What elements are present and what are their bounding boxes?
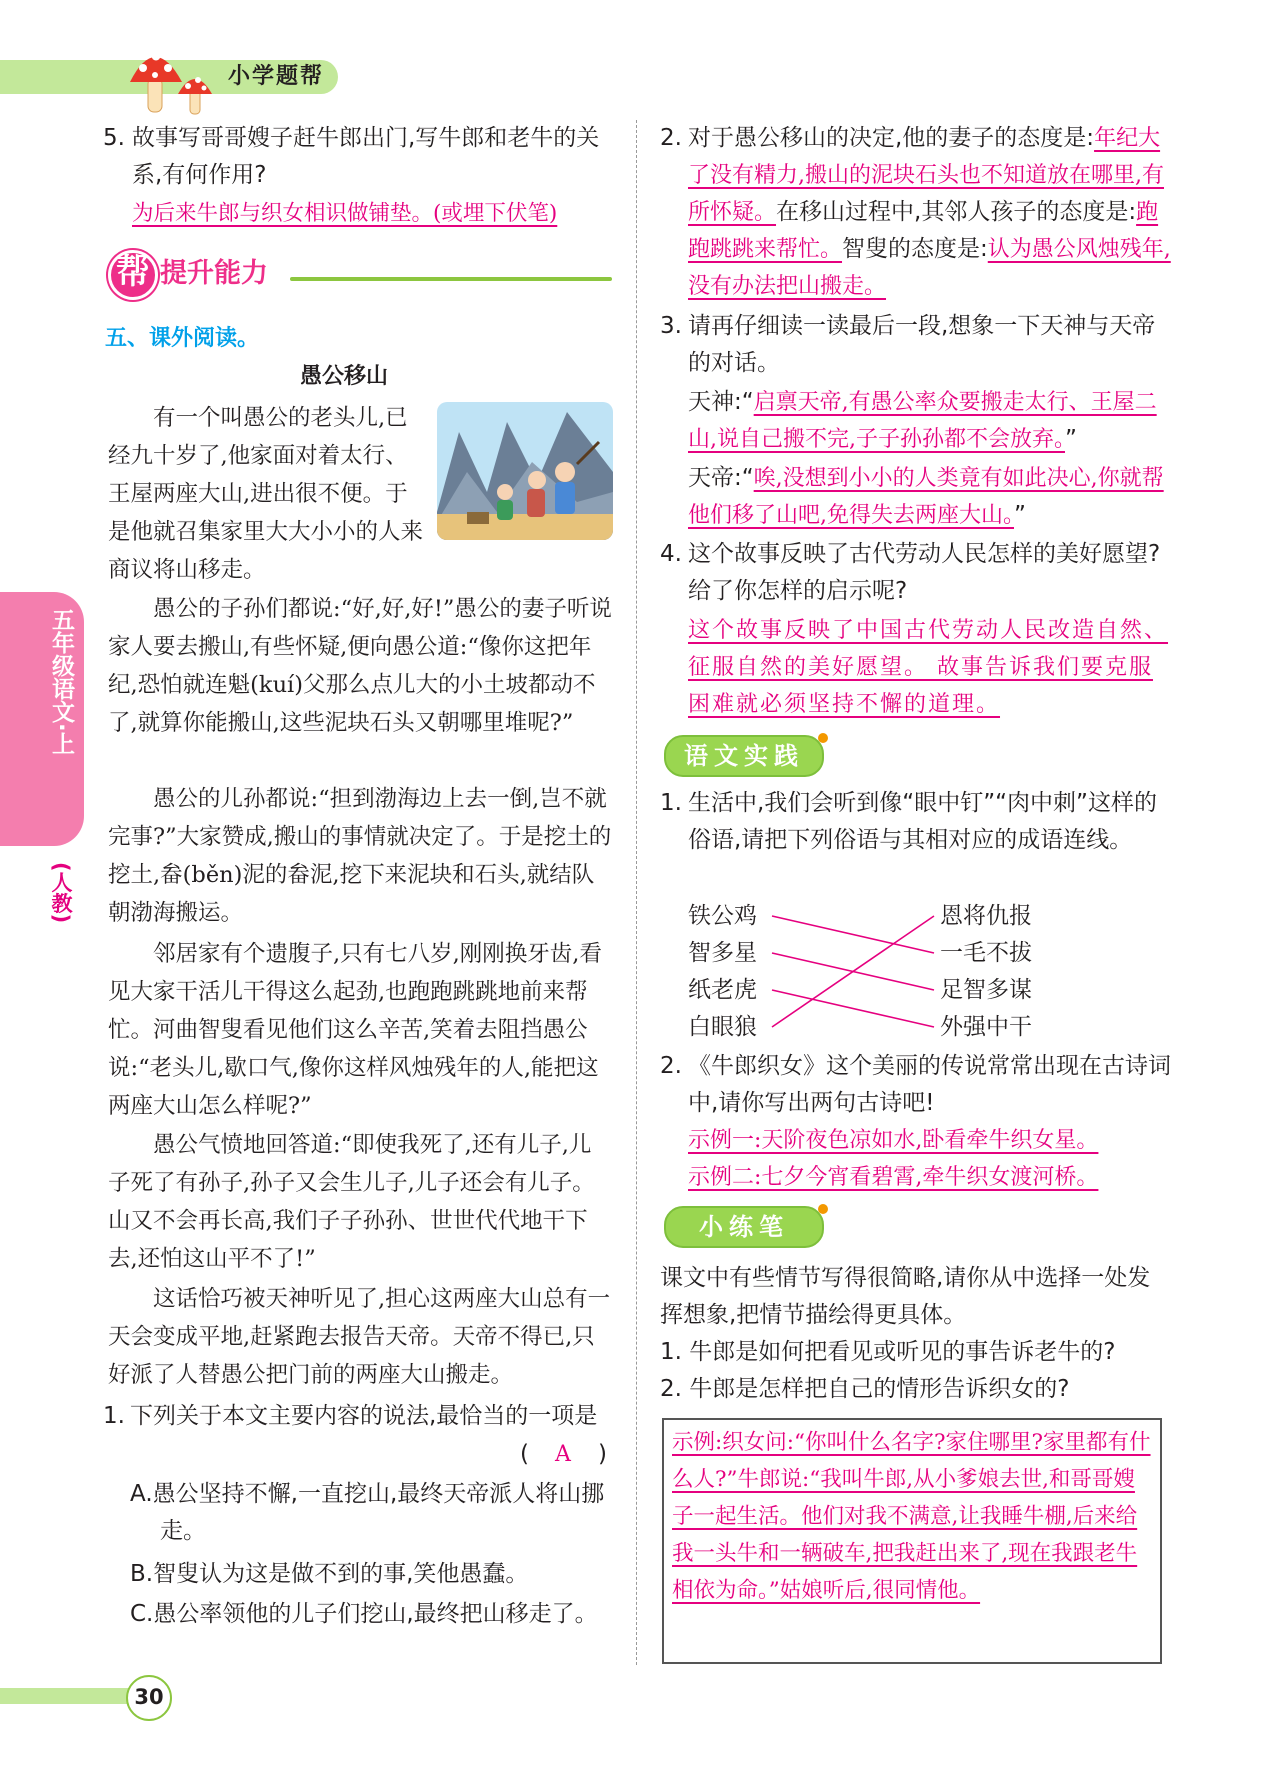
practice-2-text: 《牛郎织女》这个美丽的传说常常出现在古诗词中,请你写出两句古诗吧! bbox=[688, 1053, 1171, 1116]
brand-label: 小学题帮 bbox=[228, 64, 325, 89]
writing-answer: 示例:织女问:“你叫什么名字?家住哪里?家里都有什么人?”牛郎说:“我叫牛郎,从小爹娘去世,和哥哥嫂子一起生活。他们对我不满意,让我睡牛棚,后来给我一头牛和一辆破车,把我赶出来了,现在我跟老牛相依为命。”姑娘听后,很同情他。 bbox=[672, 1430, 1151, 1603]
matching-lines bbox=[770, 900, 940, 1050]
saying-3: 纸老虎 bbox=[688, 977, 757, 1003]
question-3-god-label: 天神: bbox=[688, 389, 742, 415]
question-3-emperor-line bbox=[688, 460, 1172, 534]
question-1-answer: A bbox=[555, 1442, 571, 1467]
question-2-wife-answer: 年纪大了没有精力,搬山的泥块石头也不知道放在哪里,有所怀疑。 bbox=[688, 126, 1164, 225]
story-paragraph-4: 邻居家有个遗腹子,只有七八岁,刚刚换牙齿,看见大家干活儿干得这么起劲,也跑跑跳跳地前来帮忙。河曲智叟看见他们这么辛苦,笑着去阻挡愚公说:“老头儿,歇口气,像你这样风烛残年的人,能把这两座大山怎么样呢?” bbox=[108, 941, 602, 1119]
match-line-1 bbox=[772, 916, 934, 953]
question-2-block bbox=[688, 120, 1172, 305]
writing-item-2: 2. 牛郎是怎样把自己的情形告诉织女的? bbox=[660, 1376, 1070, 1402]
column-divider bbox=[636, 120, 637, 1665]
question-2-wife-prompt: 对于愚公移山的决定,他的妻子的态度是: bbox=[688, 125, 1095, 151]
page-number: 30 bbox=[134, 1685, 164, 1709]
question-1-option-c: C.愚公率领他的儿子们挖山,最终把山移走了。 bbox=[130, 1601, 598, 1627]
question-3-god-close: ” bbox=[1065, 426, 1077, 452]
question-4-text: 这个故事反映了古代劳动人民怎样的美好愿望?给了你怎样的启示呢? bbox=[688, 541, 1161, 604]
idiom-3: 足智多谋 bbox=[940, 977, 1032, 1003]
question-1-option-a: A.愚公坚持不懈,一直挖山,最终天帝派人将山挪走。 bbox=[130, 1481, 605, 1544]
practice-tag-dot bbox=[818, 733, 828, 743]
story-paragraph-3: 愚公的儿孙都说:“担到渤海边上去一倒,岂不就完事?”大家赞成,搬山的事情就决定了。于是挖土的挖土,畚(běn)泥的畚泥,挖下来泥块和石头,就结队朝渤海搬运。 bbox=[108, 786, 612, 926]
idiom-2: 一毛不拔 bbox=[940, 940, 1032, 966]
practice-2-number: 2. bbox=[660, 1053, 682, 1079]
question-3-god-line bbox=[688, 384, 1172, 458]
question-3-emperor-label: 天帝: bbox=[688, 465, 742, 491]
question-1-paren-close: ) bbox=[598, 1441, 607, 1467]
question-2-zhisou-prompt: 智叟的态度是: bbox=[842, 236, 988, 262]
saying-2: 智多星 bbox=[688, 940, 757, 966]
question-2-child-prompt: 在移山过程中,其邻人孩子的态度是: bbox=[776, 199, 1137, 225]
question-2-zhisou-answer: 认为愚公风烛残年,没有办法把山搬走。 bbox=[688, 237, 1171, 299]
saying-4: 白眼狼 bbox=[688, 1014, 757, 1040]
practice-1-text: 生活中,我们会听到像“眼中钉”“肉中刺”这样的俗语,请把下列俗语与其相对应的成语连线。 bbox=[688, 790, 1157, 853]
story-paragraph-6: 这话恰巧被天神听见了,担心这两座大山总有一天会变成平地,赶紧跑去报告天帝。天帝不得已,只好派了人替愚公把门前的两座大山搬走。 bbox=[108, 1286, 611, 1388]
writing-prompt: 课文中有些情节写得很简略,请你从中选择一处发挥想象,把情节描绘得更具体。 bbox=[660, 1265, 1151, 1328]
part-title: 五、课外阅读。 bbox=[105, 326, 260, 351]
question-3-emperor-close: ” bbox=[1014, 502, 1026, 528]
practice-2-answer-2: 示例二:七夕今宵看碧霄,牵牛织女渡河桥。 bbox=[688, 1165, 1099, 1190]
side-tab-edition: (人教) bbox=[49, 862, 73, 924]
question-1-paren-open: ( bbox=[520, 1441, 529, 1467]
mushroom-logo bbox=[128, 40, 228, 118]
question-3-text: 请再仔细读一读最后一段,想象一下天神与天帝的对话。 bbox=[688, 313, 1156, 376]
saying-1: 铁公鸡 bbox=[688, 903, 757, 929]
question-4-number: 4. bbox=[660, 541, 682, 567]
question-2-child-answer: 跑跑跳跳来帮忙。 bbox=[688, 200, 1159, 262]
question-3-emperor-open: “ bbox=[741, 465, 754, 491]
idiom-4: 外强中干 bbox=[940, 1014, 1032, 1040]
question-1-number: 1. bbox=[103, 1403, 125, 1429]
side-tab-title: 五年级语文·上 bbox=[48, 608, 74, 755]
footer-bar bbox=[0, 1688, 130, 1704]
question-2-number: 2. bbox=[660, 125, 682, 151]
story-illustration bbox=[437, 402, 613, 540]
match-line-3 bbox=[772, 990, 934, 1027]
question-5-answer: 为后来牛郎与织女相识做铺垫。(或埋下伏笔) bbox=[132, 201, 558, 226]
section-banner-rule bbox=[290, 277, 612, 281]
section-banner-title: 提升能力 bbox=[160, 258, 268, 289]
story-paragraph-5: 愚公气愤地回答道:“即使我死了,还有儿子,儿子死了有孙子,孙子又会生儿子,儿子还会有儿子。山又不会再长高,我们子子孙孙、世世代代地干下去,还怕这山平不了!” bbox=[108, 1132, 595, 1272]
question-1-option-b: B.智叟认为这是做不到的事,笑他愚蠢。 bbox=[130, 1561, 529, 1587]
idiom-1: 恩将仇报 bbox=[940, 903, 1032, 929]
question-5-number: 5. bbox=[103, 125, 125, 151]
question-3-god-open: “ bbox=[741, 389, 754, 415]
question-4-answer: 这个故事反映了中国古代劳动人民改造自然、征服自然的美好愿望。 故事告诉我们要克服困难就必须坚持不懈的道理。 bbox=[688, 618, 1169, 717]
writing-tag-dot bbox=[818, 1204, 828, 1214]
question-1-text: 下列关于本文主要内容的说法,最恰当的一项是 bbox=[130, 1403, 598, 1429]
story-paragraph-1: 有一个叫愚公的老头儿,已经九十岁了,他家面对着太行、王屋两座大山,进出很不便。于是他就召集家里大大小小的人来商议将山移走。 bbox=[108, 405, 424, 583]
section-banner-char: 帮 bbox=[116, 252, 150, 292]
question-5-text: 故事写哥哥嫂子赶牛郎出门,写牛郎和老牛的关系,有何作用? bbox=[132, 125, 600, 188]
practice-1-number: 1. bbox=[660, 790, 682, 816]
story-title: 愚公移山 bbox=[300, 364, 389, 389]
practice-tag: 语文实践 bbox=[664, 735, 824, 777]
writing-tag: 小练笔 bbox=[664, 1206, 824, 1248]
practice-2-answer-1: 示例一:天阶夜色凉如水,卧看牵牛织女星。 bbox=[688, 1128, 1099, 1153]
story-paragraph-2: 愚公的子孙们都说:“好,好,好!”愚公的妻子听说家人要去搬山,有些怀疑,便向愚公道:“像你这把年纪,恐怕就连魁(kuí)父那么点儿大的小土坡都动不了,就算你能搬山,这些泥块石头又朝哪里堆呢?” bbox=[108, 596, 612, 736]
match-line-4 bbox=[772, 916, 934, 1027]
question-3-emperor-answer: 唉,没想到小小的人类竟有如此决心,你就帮他们移了山吧,免得失去两座大山。 bbox=[688, 466, 1164, 528]
question-3-god-answer: 启禀天帝,有愚公率众要搬走太行、王屋二山,说自己搬不完,子子孙孙都不会放弃。 bbox=[688, 390, 1157, 452]
writing-item-1: 1. 牛郎是如何把看见或听见的事告诉老牛的? bbox=[660, 1339, 1116, 1365]
question-3-number: 3. bbox=[660, 313, 682, 339]
